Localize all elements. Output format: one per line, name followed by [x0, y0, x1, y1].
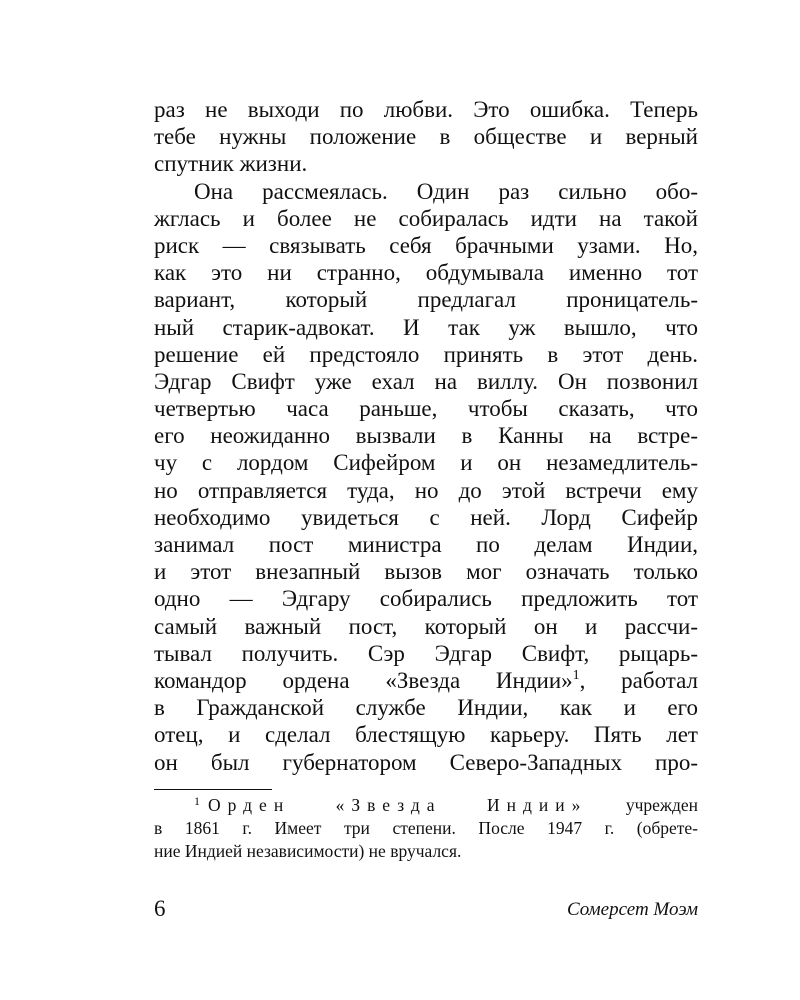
text-line: спутник жизни.	[154, 151, 308, 177]
text-line: его неожиданно вызвали в Канны на встре-	[154, 423, 698, 449]
text-line: самый важный пост, который он и рассчи-	[154, 613, 698, 639]
text-line: решение ей предстояло принять в этот день.	[154, 341, 698, 367]
text-line	[154, 667, 698, 694]
text-line: Эдгар Свифт уже ехал на виллу. Он позвонил	[154, 368, 698, 394]
text-line: как это ни странно, обдумывала именно тот	[154, 260, 698, 286]
body-text	[154, 96, 698, 776]
text-line: риск — связывать себя брачными узами. Но,	[154, 232, 698, 258]
text-line: жглась и более не собиралась идти на такой	[154, 205, 698, 231]
text-line: но отправляется туда, но до этой встречи ему	[154, 477, 698, 503]
footnote-divider	[154, 789, 272, 790]
text-line: одно — Эдгару собирались предложить тот	[154, 586, 698, 612]
text-line: он был губернатором Северо-Западных про-	[154, 749, 698, 775]
text-fragment: учрежден	[625, 795, 699, 815]
text-line: тывал получить. Сэр Эдгар Свифт, рыцарь-	[154, 640, 698, 666]
text-line: и этот внезапный вызов мог означать только	[154, 559, 698, 585]
footnote-line	[154, 794, 698, 817]
text-line: в Гражданской службе Индии, как и его	[154, 695, 698, 721]
text-line: чу с лордом Сифейром и он незамедлитель-	[154, 450, 698, 476]
text-line: ный старик-адвокат. И так уж вышло, что	[154, 314, 698, 340]
text-fragment: командор ордена «Звезда Индии»	[154, 667, 573, 693]
footnote-line: ние Индией независимости) не вручался.	[154, 841, 462, 861]
text-line: Она рассмеялась. Один раз сильно обо-	[194, 178, 698, 204]
footnote	[154, 794, 698, 863]
footnote-reference: 1	[572, 667, 580, 683]
text-line: вариант, который предлагал проницатель-	[154, 287, 698, 313]
text-line: четвертью часа раньше, чтобы сказать, что	[154, 396, 698, 422]
text-line: отец, и сделал блестящую карьеру. Пять лет	[154, 722, 698, 748]
footnote-number: 1	[194, 794, 200, 808]
footnote-line: в 1861 г. Имеет три степени. После 1947 г. (обрете-	[154, 818, 698, 838]
running-footer-author: Сомерсет Моэм	[566, 899, 698, 920]
text-fragment: , работал	[579, 667, 698, 693]
text-line: раз не выходи по любви. Это ошибка. Теперь	[154, 97, 698, 122]
text-line: занимал пост министра по делам Индии,	[154, 532, 698, 557]
footnote-term: Орден «Звезда Индии»	[208, 795, 588, 815]
text-line: тебе нужны положение в обществе и верный	[154, 124, 698, 150]
text-line: необходимо увидеться с ней. Лорд Сифейр	[154, 504, 698, 530]
page-number: 6	[154, 896, 166, 921]
